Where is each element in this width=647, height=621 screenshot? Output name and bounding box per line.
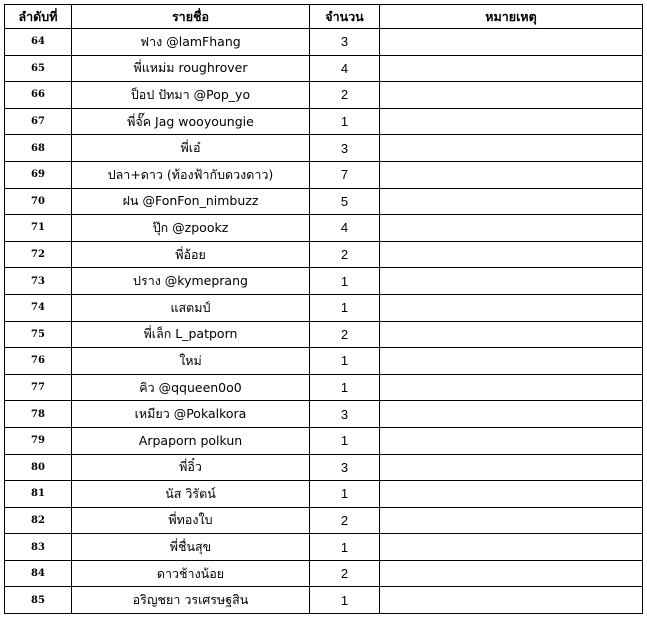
table-row [5,454,643,481]
row-number: 67 [5,108,72,135]
row-note [380,534,643,561]
header-no: ลำดับที่ [5,5,72,29]
row-quantity: 1 [310,294,380,321]
row-number: 70 [5,188,72,215]
row-name: Arpaporn polkun [72,427,310,454]
table-row [5,161,643,188]
row-number: 81 [5,481,72,508]
row-number: 77 [5,374,72,401]
row-name: พี่เอ๋ [72,135,310,162]
row-name: ป็อป ปัทมา @Pop_yo [72,82,310,109]
name-list-table [4,4,643,614]
row-note [380,135,643,162]
table-row [5,188,643,215]
row-note [380,587,643,614]
row-name: พี่เล็ก L_patporn [72,321,310,348]
table-row [5,268,643,295]
row-note [380,454,643,481]
row-quantity: 3 [310,454,380,481]
table-row [5,507,643,534]
row-name: ฝน @FonFon_nimbuzz [72,188,310,215]
row-note [380,268,643,295]
row-name: พี่แหม่ม roughrover [72,55,310,82]
row-quantity: 2 [310,560,380,587]
table-row [5,108,643,135]
row-name: พี่ทองใบ [72,507,310,534]
row-note [380,507,643,534]
row-number: 69 [5,161,72,188]
row-quantity: 1 [310,374,380,401]
row-note [380,161,643,188]
row-quantity: 2 [310,507,380,534]
table-row [5,241,643,268]
row-name: ปราง @kymeprang [72,268,310,295]
row-note [380,560,643,587]
row-number: 83 [5,534,72,561]
table-row [5,481,643,508]
row-number: 79 [5,427,72,454]
row-number: 82 [5,507,72,534]
row-name: คิว @qqueen0o0 [72,374,310,401]
row-number: 74 [5,294,72,321]
row-note [380,321,643,348]
row-quantity: 1 [310,587,380,614]
row-quantity: 1 [310,348,380,375]
row-quantity: 1 [310,108,380,135]
row-note [380,55,643,82]
row-number: 65 [5,55,72,82]
table-row [5,534,643,561]
row-name: ดาวช้างน้อย [72,560,310,587]
row-note [380,294,643,321]
table-row [5,374,643,401]
row-name: พี่จั๊ค Jag wooyoungie [72,108,310,135]
row-name: นัส วิรัตน์ [72,481,310,508]
row-quantity: 1 [310,534,380,561]
row-name: เหมียว @Pokalkora [72,401,310,428]
row-note [380,215,643,242]
header-name: รายชื่อ [72,5,310,29]
row-number: 71 [5,215,72,242]
row-quantity: 3 [310,135,380,162]
table-row [5,321,643,348]
row-name: ปลา+ดาว (ท้องฟ้ากับดวงดาว) [72,161,310,188]
row-name: พี่ชื่นสุข [72,534,310,561]
row-number: 80 [5,454,72,481]
row-name: อริญชยา วรเศรษฐสิน [72,587,310,614]
row-number: 66 [5,82,72,109]
table-row [5,29,643,56]
header-qty: จำนวน [310,5,380,29]
table-row [5,587,643,614]
row-quantity: 5 [310,188,380,215]
row-number: 76 [5,348,72,375]
row-note [380,188,643,215]
table-row [5,401,643,428]
table-row [5,135,643,162]
row-number: 72 [5,241,72,268]
row-note [380,241,643,268]
row-note [380,29,643,56]
row-note [380,82,643,109]
row-name: พี่อ้อย [72,241,310,268]
row-quantity: 4 [310,215,380,242]
table-row [5,55,643,82]
row-number: 78 [5,401,72,428]
row-quantity: 2 [310,82,380,109]
row-quantity: 2 [310,321,380,348]
row-name: ปุ๊ก @zpookz [72,215,310,242]
row-quantity: 1 [310,268,380,295]
row-note [380,481,643,508]
table-header-row [5,5,643,29]
row-number: 73 [5,268,72,295]
header-note: หมายเหตุ [380,5,643,29]
table-row [5,294,643,321]
row-quantity: 3 [310,29,380,56]
row-quantity: 3 [310,401,380,428]
row-number: 64 [5,29,72,56]
row-note [380,374,643,401]
row-number: 68 [5,135,72,162]
table-row [5,560,643,587]
row-note [380,348,643,375]
row-number: 75 [5,321,72,348]
row-note [380,108,643,135]
row-number: 84 [5,560,72,587]
table-row [5,82,643,109]
table-body [5,29,643,614]
row-name: ฟาง @lamFhang [72,29,310,56]
row-quantity: 1 [310,427,380,454]
row-quantity: 4 [310,55,380,82]
row-name: ใหม่ [72,348,310,375]
row-number: 85 [5,587,72,614]
table-row [5,348,643,375]
row-quantity: 2 [310,241,380,268]
row-note [380,401,643,428]
row-note [380,427,643,454]
row-quantity: 7 [310,161,380,188]
table-row [5,427,643,454]
row-name: แสตมป์ [72,294,310,321]
row-name: พี่อิ๋ว [72,454,310,481]
row-quantity: 1 [310,481,380,508]
table-row [5,215,643,242]
